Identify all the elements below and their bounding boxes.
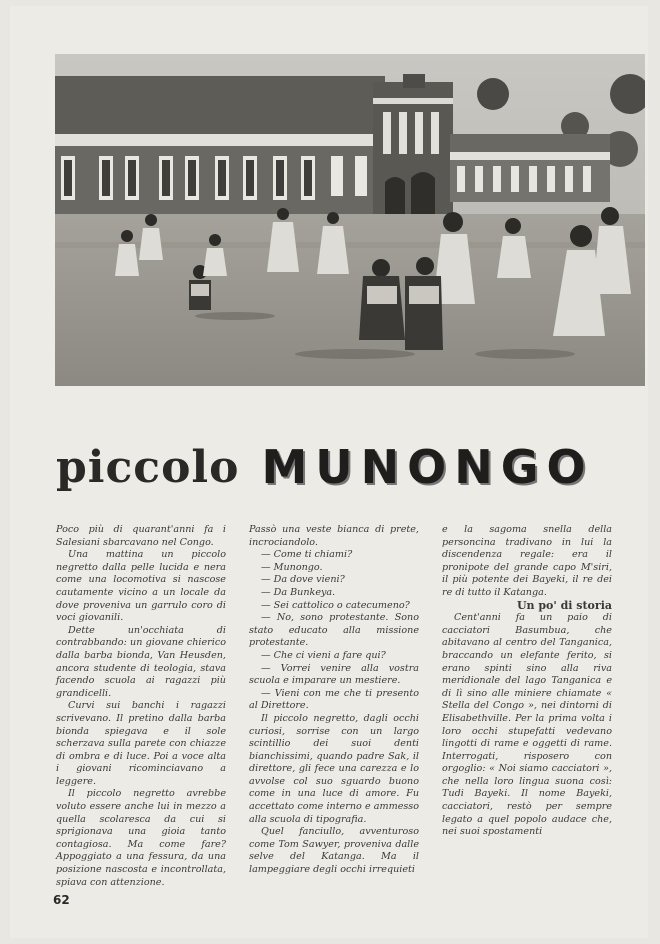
dialogue-line: — Che ci vieni a fare qui? — [261, 649, 386, 661]
paragraph: Passò una veste bianca di prete, incrociandolo. — [249, 524, 419, 548]
photo-school-children — [55, 54, 645, 386]
text-column-1 — [56, 524, 226, 889]
dialogue-line: — Da dove vieni? — [261, 574, 345, 586]
text-column-2 — [249, 524, 419, 877]
title-word-piccolo: piccolo — [56, 441, 240, 493]
paragraph: Dette un'occhiata di contrabbando: un giovane chierico dalla barba bionda, Van Heusden, ancora studente di teologia, stava facendo scuola ai ragazzi più grandicelli. — [56, 624, 226, 699]
paragraph: Il piccolo negretto avrebbe voluto essere anche lui in mezzo a quella scolaresca da cui si sprigionava una gioia tanto contagiosa. Ma come fare? Appoggiato a una fessura, da una posizione nascosta e incontrollata, spiava con attenzione. — [56, 788, 226, 888]
dialogue-line: — Munongo. — [261, 561, 323, 573]
dialogue-line: — Da Bunkeya. — [261, 586, 336, 598]
paragraph: Quel fanciullo, avventuroso come Tom Sawyer, proveniva dalle selve del Katanga. Ma il lampeggiare degli occhi irrequieti — [249, 826, 419, 876]
paragraph: e la sagoma snella della personcina tradivano in lui la discendenza regale: era il pronipote del grande capo M'siri, il più potente dei Bayeki, il re dei re di tutto il Katanga. — [442, 524, 612, 598]
dialogue-line: — Come ti chiami? — [261, 549, 353, 561]
paragraph: Il piccolo negretto, dagli occhi curiosi, sorrise con un largo scintillio dei suoi denti bianchissimi, quando padre Sak, il direttore, gli fece una carezza e lo avvolse col suo sguardo buono come in una luce di amore. Fu accettato come interno e ammesso alla scuola di tipografia. — [249, 712, 419, 825]
paragraph: Curvi sui banchi i ragazzi scrivevano. Il pretino dalla barba bionda spiegava e il sole scherzava sulla parete con chiazze di ombra e di luce. Poi a voce alta i giovani ricominciavano a leggere. — [56, 700, 226, 787]
dialogue-line: — No, sono protestante. Sono stato educato alla missione protestante. — [249, 612, 419, 649]
section-subheading: Un po' di storia — [516, 598, 612, 612]
page-number: 62 — [53, 893, 70, 907]
paragraph: Una mattina un piccolo negretto dalla pelle lucida e nera come una locomotiva si nascose cautamente vicino a un locale da dove proveniva un garrulo coro di voci giovanili. — [56, 549, 226, 624]
title-word-munongo: MUNONGO — [261, 440, 594, 494]
text-column-3 — [442, 524, 612, 839]
article-title — [56, 432, 616, 502]
paragraph: Cent'anni fa un paio di cacciatori Basumbua, che abitavano al centro del Tanganica, braccando un elefante ferito, si erano spinti sino alla riva meridionale del lago Tanganica e di lì sino alle miniere chiamate « Stella del Congo », nei dintorni di Elisabethville. Per la prima volta i loro occhi stupefatti vedevano lingotti di rame e oggetti di rame. Interrogati, risposero con orgoglio: « Noi siamo cacciatori », che nella loro lingua suona così: Tudi Bayeki. Il nome Bayeki, cacciatori, restò per sempre legato a quel popolo audace che, nei suoi spostamenti — [442, 612, 612, 838]
dialogue-line: — Sei cattolico o catecumeno? — [261, 599, 410, 611]
dialogue-line: — Vorrei venire alla vostra scuola e imparare un mestiere. — [249, 662, 419, 687]
paragraph: Poco più di quarant'anni fa i Salesiani sbarcavano nel Congo. — [56, 524, 226, 548]
dialogue-line: — Vieni con me che ti presento al Direttore. — [249, 687, 419, 712]
